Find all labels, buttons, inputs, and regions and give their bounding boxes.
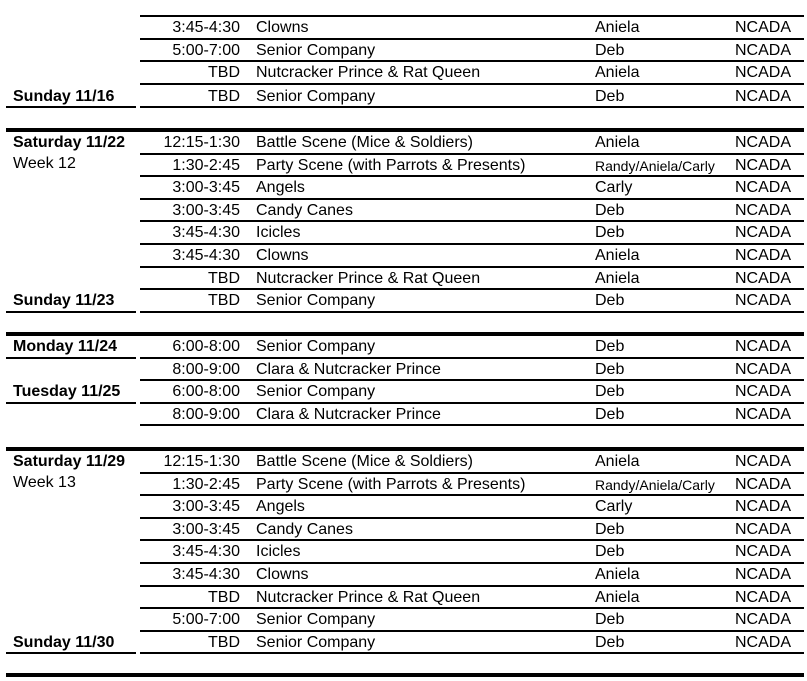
time-cell: TBD [208, 64, 240, 82]
location-cell: NCADA [735, 64, 792, 82]
time-cell: 6:00-8:00 [172, 383, 240, 400]
location-cell: NCADA [735, 520, 792, 538]
location-cell: NCADA [735, 633, 792, 651]
time-cell: 3:45-4:30 [172, 19, 240, 36]
class-cell: Senior Company [256, 292, 376, 309]
class-cell: Icicles [256, 543, 301, 561]
teacher-cell: Randy/Aniela/Carly [595, 157, 715, 174]
day-label: Saturday 11/22 [13, 134, 126, 151]
time-cell: 3:00-3:45 [172, 201, 240, 219]
teacher-cell: Aniela [595, 19, 640, 36]
time-cell: TBD [208, 588, 240, 606]
location-cell: NCADA [735, 134, 792, 151]
class-cell: Nutcracker Prince & Rat Queen [256, 588, 481, 606]
teacher-cell: Deb [595, 41, 625, 59]
table-row [0, 587, 807, 609]
time-cell: TBD [208, 87, 240, 105]
class-cell: Clowns [256, 19, 309, 36]
time-cell: TBD [208, 292, 240, 309]
day-label: Sunday 11/30 [13, 633, 115, 651]
table-row [0, 609, 807, 631]
table-row [0, 381, 807, 403]
location-cell: NCADA [735, 247, 792, 264]
class-cell: Candy Canes [256, 520, 353, 538]
class-cell: Senior Company [256, 611, 376, 629]
location-cell: NCADA [735, 405, 792, 423]
teacher-cell: Deb [595, 405, 625, 423]
teacher-cell: Deb [595, 360, 625, 378]
table-row [0, 62, 807, 84]
table-row [0, 451, 807, 473]
location-cell: NCADA [735, 224, 792, 242]
row-top-border [140, 15, 804, 17]
table-row [0, 155, 807, 177]
table-row [0, 40, 807, 62]
day-label: Monday 11/24 [13, 338, 118, 355]
location-cell: NCADA [735, 360, 792, 378]
location-cell: NCADA [735, 383, 792, 400]
teacher-cell: Carly [595, 498, 633, 516]
class-cell: Senior Company [256, 338, 376, 355]
class-cell: Candy Canes [256, 201, 353, 219]
location-cell: NCADA [735, 87, 792, 105]
day-label: Sunday 11/16 [13, 87, 115, 105]
class-cell: Nutcracker Prince & Rat Queen [256, 269, 481, 287]
table-row [0, 474, 807, 496]
time-cell: 12:15-1:30 [163, 134, 240, 151]
location-cell: NCADA [735, 611, 792, 629]
location-cell: NCADA [735, 179, 792, 197]
section-divider [6, 128, 804, 132]
row-border [140, 83, 804, 85]
week-label: Week 12 [13, 154, 76, 172]
teacher-cell: Aniela [595, 134, 640, 151]
teacher-cell: Aniela [595, 64, 640, 82]
teacher-cell: Deb [595, 338, 625, 355]
time-cell: 3:45-4:30 [172, 247, 240, 264]
table-row [0, 359, 807, 381]
class-cell: Clara & Nutcracker Prince [256, 405, 441, 423]
teacher-cell: Deb [595, 383, 625, 400]
class-cell: Party Scene (with Parrots & Presents) [256, 156, 526, 174]
teacher-cell: Deb [595, 633, 625, 651]
section-divider [6, 332, 804, 336]
location-cell: NCADA [735, 453, 792, 470]
location-cell: NCADA [735, 543, 792, 561]
location-cell: NCADA [735, 475, 792, 493]
table-row [0, 290, 807, 312]
time-cell: 3:00-3:45 [172, 179, 240, 197]
time-cell: 5:00-7:00 [172, 611, 240, 629]
class-cell: Senior Company [256, 87, 376, 105]
teacher-cell: Deb [595, 201, 625, 219]
time-cell: 3:45-4:30 [172, 566, 240, 583]
class-cell: Battle Scene (Mice & Soldiers) [256, 453, 473, 470]
time-cell: TBD [208, 633, 240, 651]
teacher-cell: Aniela [595, 588, 640, 606]
table-row [0, 177, 807, 199]
row-border [140, 424, 804, 426]
table-row [0, 632, 807, 654]
table-row [0, 336, 807, 358]
time-cell: 3:00-3:45 [172, 520, 240, 538]
class-cell: Angels [256, 498, 305, 516]
location-cell: NCADA [735, 292, 792, 309]
class-cell: Clowns [256, 566, 309, 583]
teacher-cell: Aniela [595, 269, 640, 287]
teacher-cell: Deb [595, 87, 625, 105]
teacher-cell: Aniela [595, 566, 640, 583]
time-cell: 3:45-4:30 [172, 543, 240, 561]
location-cell: NCADA [735, 201, 792, 219]
location-cell: NCADA [735, 19, 792, 36]
teacher-cell: Deb [595, 520, 625, 538]
table-row [0, 132, 807, 154]
table-row [0, 496, 807, 518]
location-cell: NCADA [735, 588, 792, 606]
time-cell: 3:45-4:30 [172, 224, 240, 242]
class-cell: Icicles [256, 224, 301, 242]
row-border [140, 106, 804, 108]
time-cell: 12:15-1:30 [163, 453, 240, 470]
table-row [0, 268, 807, 290]
time-cell: TBD [208, 269, 240, 287]
day-label: Tuesday 11/25 [13, 383, 121, 400]
table-row [0, 17, 807, 39]
section-divider [6, 673, 804, 677]
table-row [0, 541, 807, 563]
location-cell: NCADA [735, 41, 792, 59]
class-cell: Senior Company [256, 383, 376, 400]
table-row [0, 564, 807, 586]
time-cell: 6:00-8:00 [172, 338, 240, 355]
teacher-cell: Deb [595, 543, 625, 561]
day-label: Saturday 11/29 [13, 453, 126, 470]
class-cell: Party Scene (with Parrots & Presents) [256, 475, 526, 493]
class-cell: Nutcracker Prince & Rat Queen [256, 64, 481, 82]
location-cell: NCADA [735, 566, 792, 583]
location-cell: NCADA [735, 156, 792, 174]
row-border [140, 652, 804, 654]
class-cell: Senior Company [256, 633, 376, 651]
location-cell: NCADA [735, 338, 792, 355]
class-cell: Battle Scene (Mice & Soldiers) [256, 134, 473, 151]
table-row [0, 404, 807, 426]
teacher-cell: Deb [595, 611, 625, 629]
time-cell: 3:00-3:45 [172, 498, 240, 516]
table-row [0, 222, 807, 244]
table-row [0, 519, 807, 541]
teacher-cell: Aniela [595, 247, 640, 264]
teacher-cell: Deb [595, 224, 625, 242]
week-label: Week 13 [13, 473, 76, 491]
time-cell: 8:00-9:00 [172, 360, 240, 378]
class-cell: Clara & Nutcracker Prince [256, 360, 441, 378]
class-cell: Senior Company [256, 41, 376, 59]
table-row [0, 200, 807, 222]
class-cell: Clowns [256, 247, 309, 264]
time-cell: 1:30-2:45 [172, 475, 240, 493]
time-cell: 5:00-7:00 [172, 41, 240, 59]
location-cell: NCADA [735, 269, 792, 287]
time-cell: 8:00-9:00 [172, 405, 240, 423]
time-cell: 1:30-2:45 [172, 156, 240, 174]
day-label: Sunday 11/23 [13, 292, 115, 309]
teacher-cell: Carly [595, 179, 633, 197]
table-row [0, 245, 807, 267]
table-row [0, 86, 807, 108]
teacher-cell: Aniela [595, 453, 640, 470]
row-border [140, 311, 804, 313]
teacher-cell: Deb [595, 292, 625, 309]
section-divider [6, 447, 804, 451]
class-cell: Angels [256, 179, 305, 197]
teacher-cell: Randy/Aniela/Carly [595, 476, 715, 493]
location-cell: NCADA [735, 498, 792, 516]
